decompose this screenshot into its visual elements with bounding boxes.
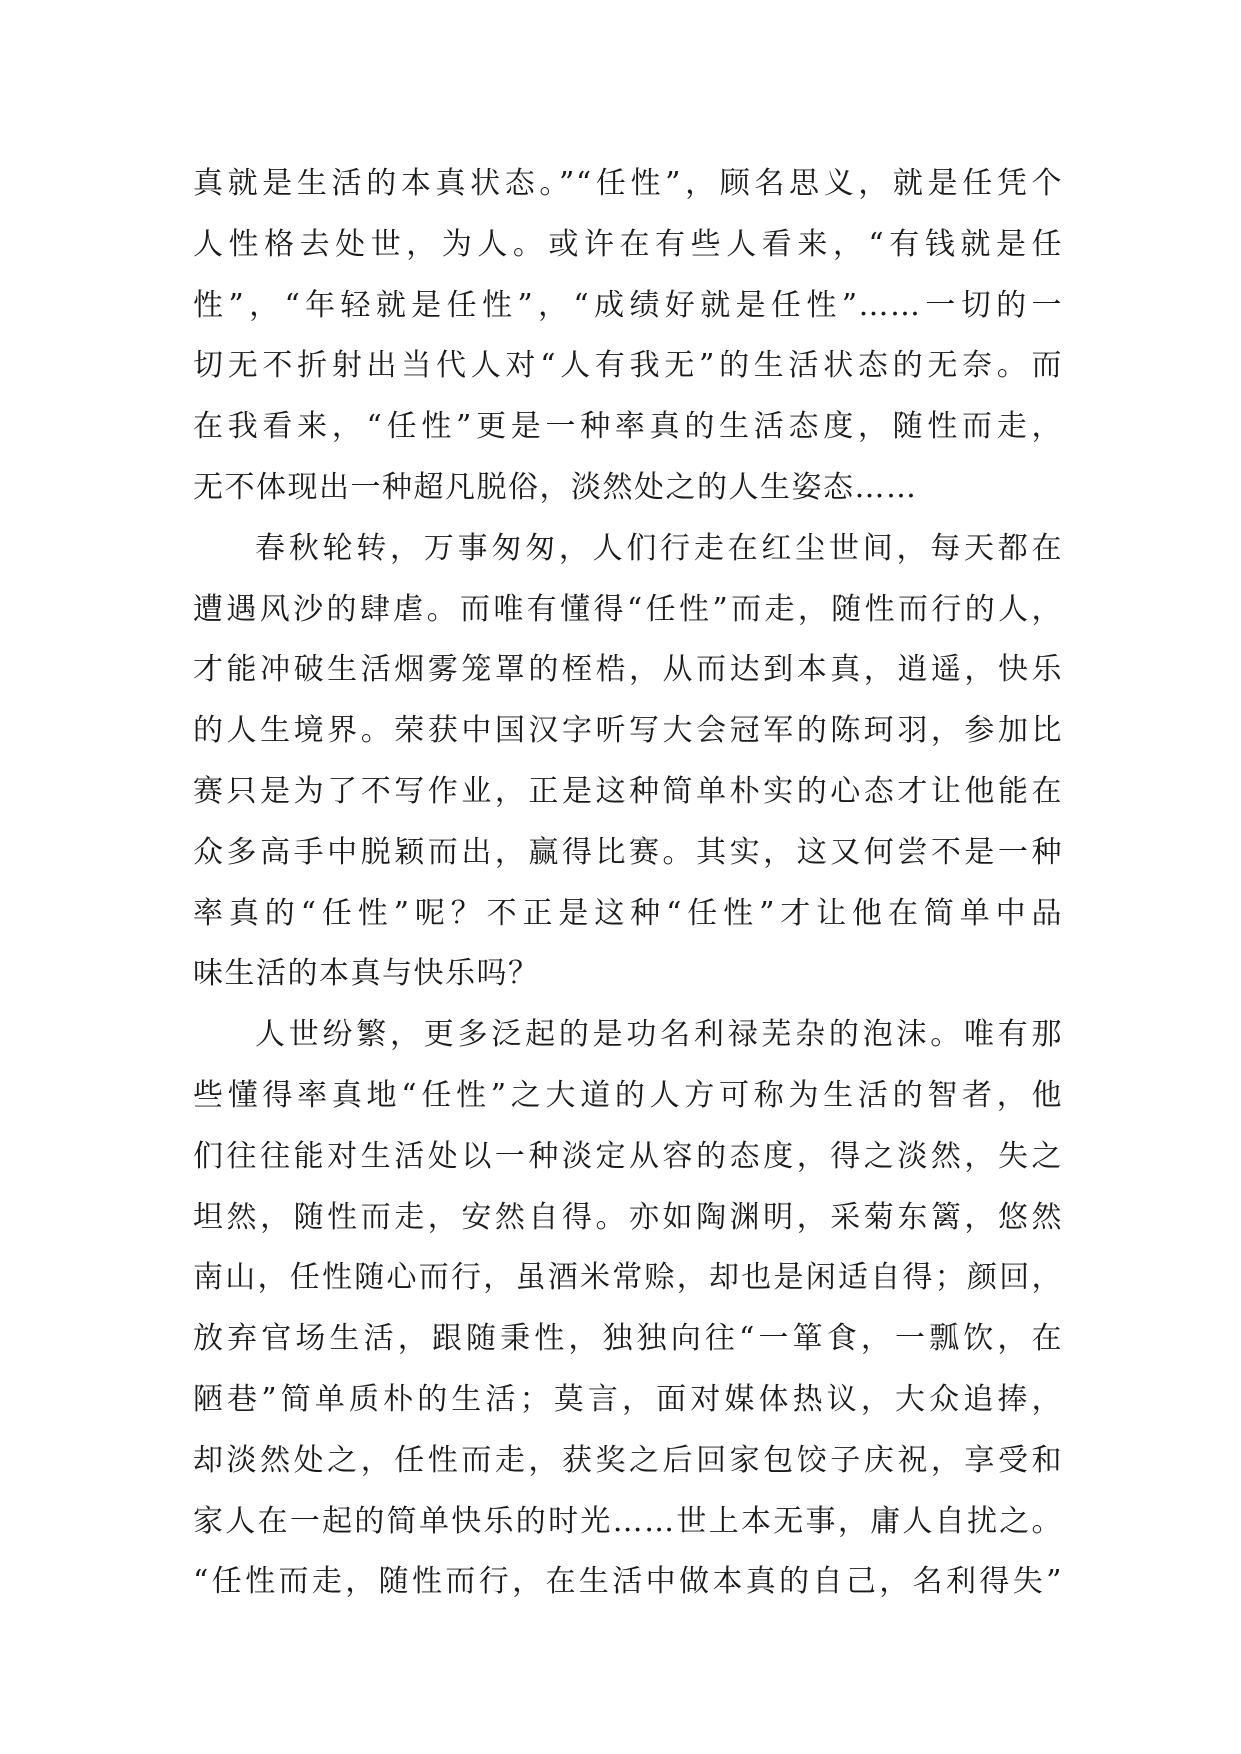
text-line: 率真的“任性”呢？不正是这种“任性”才让他在简单中品: [193, 895, 1063, 931]
text-line: 的人生境界。荣获中国汉字听写大会冠军的陈珂羽，参加比: [193, 713, 1063, 749]
text-line: 切无不折射出当代人对“人有我无”的生活状态的无奈。而: [193, 348, 1063, 384]
text-line: 性”，“年轻就是任性”，“成绩好就是任性”……一切的一: [193, 287, 1063, 323]
text-line: 们往往能对生活处以一种淡定从容的态度，得之淡然，失之: [193, 1138, 1063, 1174]
text-line: 味生活的本真与快乐吗？: [193, 956, 540, 992]
text-line: “任性而走，随性而行，在生活中做本真的自己，名利得失”: [193, 1564, 1063, 1600]
text-line: 却淡然处之，任性而走，获奖之后回家包饺子庆祝，享受和: [193, 1442, 1063, 1478]
text-line: 陋巷”简单质朴的生活；莫言，面对媒体热议，大众追捧，: [193, 1381, 1063, 1417]
text-line: 在我看来，“任性”更是一种率真的生活态度，随性而走，: [193, 409, 1063, 445]
text-line: 才能冲破生活烟雾笼罩的桎梏，从而达到本真，逍遥，快乐: [193, 652, 1063, 688]
paragraph-first-line: 人世纷繁，更多泛起的是功名利禄芜杂的泡沫。唯有那: [255, 1017, 1063, 1053]
essay-body: [193, 154, 1063, 1613]
text-line: 真就是生活的本真状态。”“任性”，顾名思义，就是任凭个: [193, 166, 1063, 201]
text-line: 人性格去处世，为人。或许在有些人看来，“有钱就是任: [193, 226, 1063, 262]
text-line: 众多高手中脱颖而出，赢得比赛。其实，这又何尝不是一种: [193, 834, 1063, 870]
text-line: 放弃官场生活，跟随秉性，独独向往“一箪食，一瓢饮，在: [193, 1321, 1063, 1357]
text-line: 南山，任性随心而行，虽酒米常赊，却也是闲适自得；颜回，: [193, 1260, 1063, 1296]
text-line: 家人在一起的简单快乐的时光……世上本无事，庸人自扰之。: [193, 1503, 1063, 1539]
paragraph-first-line: 春秋轮转，万事匆匆，人们行走在红尘世间，每天都在: [255, 530, 1063, 566]
text-line: 无不体现出一种超凡脱俗，淡然处之的人生姿态……: [193, 469, 918, 505]
text-line: 遭遇风沙的肆虐。而唯有懂得“任性”而走，随性而行的人，: [193, 591, 1063, 627]
text-line: 赛只是为了不写作业，正是这种简单朴实的心态才让他能在: [193, 773, 1063, 809]
text-line: 些懂得率真地“任性”之大道的人方可称为生活的智者，他: [193, 1077, 1063, 1113]
text-line: 坦然，随性而走，安然自得。亦如陶渊明，采菊东篱，悠然: [193, 1199, 1063, 1235]
